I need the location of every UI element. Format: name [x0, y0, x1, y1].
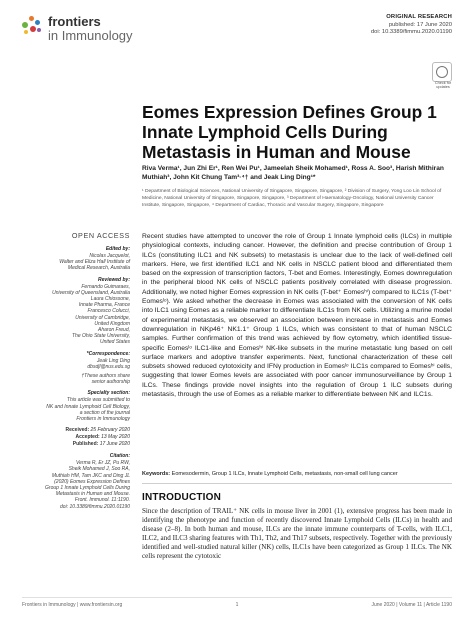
article-title: Eomes Expression Defines Group 1 Innate Lymphoid Cells During Metastasis in Human and Mouse — [142, 102, 437, 162]
published-line: published: 17 June 2020 — [388, 21, 452, 28]
section-divider — [142, 483, 452, 484]
specialty-text: This article was submitted to NK and Innate Lymphoid Cell Biology, a section of the journal Frontiers in Immunology — [46, 397, 130, 423]
correspondence-text: Jeak Ling Ding dbsdjl@nus.edu.sg — [22, 358, 130, 370]
history-published: Published: 17 June 2020 — [72, 441, 130, 448]
page-number: 1 — [235, 602, 239, 608]
citation-text: Verma R, Er JZ, Pu RW, Sheik Mohamed J, Soo RA, Muthiah HM, Tam JKC and Ding JL (2020) Eomes Expression Defines Group 1 Innate Lymphoid Cells During Metastasis in Human and Mouse. Front. Immunol. 11:1190. doi: 10.3389/fimmu.2020.01190 — [22, 460, 130, 510]
journal-logo[interactable] — [22, 14, 162, 46]
journal-name: frontiers in Immunology — [48, 14, 133, 43]
affiliations: ¹ Department of Biological Sciences, National University of Singapore, Singapore, Singapore, ² Division of Surgery, Yong Loo Lin School of Medicine, National University of Singapore, Singapore, Singapore, ³ Department of Haematology-Oncology, National University Cancer Institute, Singapore, Singapore, ⁴ Department of Cardiac, Thoracic and Vascular Surgery, Singapore, Singapore — [142, 189, 442, 208]
reviewed-by-heading: Reviewed by: — [98, 276, 130, 283]
correspondence-heading: *Correspondence: — [86, 350, 130, 357]
history-received: Received: 25 February 2020 — [65, 427, 130, 434]
senior-authorship-note: †These authors share senior authorship — [81, 373, 130, 386]
keywords: Keywords: Eomesodermin, Group 1 ILCs, Innate Lymphoid Cells, metastasis, non-small cell lung cancer — [142, 471, 398, 477]
doi-line[interactable]: doi: 10.3389/fimmu.2020.01190 — [370, 29, 452, 36]
abstract-text: Recent studies have attempted to uncover the role of Group 1 Innate lymphoid cells (ILCs) in multiple physiological contexts, including cancer. However, the definition and precise contribution of Group 1 ILCs (constituting ILC1 and NK subsets) to metastasis is unclear due to the lack of well-defined cell markers. Here, we first identified ILC1 and NK cells in NSCLC patient blood and differentiated them based on the expression of transcription factors, T-bet and Eomes. Interestingly, Eomes downregulation in the peripheral blood NK cells of NSCLC patients positively correlated with disease progression. Additionally, we noted higher Eomes expression in NK cells (T-bet⁺ Eomesʰⁱ) compared to ILC1s (T-bet⁺ Eomesˡᵒ). We asked whether the decrease in Eomes was associated with the conversion of NK cells into ILC1 using Eomes as a reliable marker to differentiate ILC1s from NK cells. Utilizing a murine model of experimental metastasis, we observed an association between increase in metastasis and Eomes downregulation in NKp46⁺ NK1.1⁺ Group 1 ILCs, which was consistent to that of human NSCLC samples. Further confirmation of this trend was achieved by flow cytometry, which identified tissue-specific Eomesˡᵒ ILC1-like and Eomesʰⁱ NK-like subsets in the murine metastatic lung based on cell surface markers and adoptive transfer experiments. Next, functional characterization of these cell subsets showed reduced cytotoxicity and IFNγ production in Eomesˡᵒ ILC1s compared to Eomesʰⁱ cells, suggesting that lower Eomes levels are associated with poor cancer immunosurveillance by Group 1 ILCs. These findings provide novel insights into the regulation of Group 1 ILC subsets during metastasis, through the use of Eomes as a reliable marker to differentiate between NK and ILC1s. — [142, 233, 452, 399]
author-list: Riva Verma¹, Jun Zhi Er¹, Ren Wei Pu¹, Jameelah Sheik Mohamed¹, Ross A. Soo³, Harish Mithiran Muthiah³, John Kit Chung Tam³·⁴† and Jeak Ling Ding¹* — [142, 165, 444, 181]
open-access-label: OPEN ACCESS — [71, 231, 130, 240]
check-for-updates-label: Check for updates — [434, 81, 452, 89]
article-sidebar — [22, 231, 130, 510]
article-type: ORIGINAL RESEARCH — [386, 14, 452, 20]
citation-doi[interactable]: doi: 10.3389/fimmu.2020.01190 — [60, 503, 130, 510]
edited-by-text: Nicolas Jacquelot, Walter and Eliza Hall Institute of Medical Research, Australia — [59, 253, 130, 272]
history-accepted: Accepted: 13 May 2020 — [75, 434, 130, 441]
article-meta — [371, 14, 452, 37]
frontiers-logo-icon — [22, 14, 44, 36]
edited-by-heading: Edited by: — [105, 246, 130, 252]
specialty-heading: Specialty section: — [87, 390, 130, 397]
introduction-heading: INTRODUCTION — [142, 492, 222, 503]
reviewed-by-text: Fernando Guimaraes, University of Queensland, Australia Laura Chiossone, Innate Pharma, France Francesco Colucci, University of Cambridge, United Kingdom Aharon Freud, The Ohio State University, United States — [52, 283, 130, 346]
footer-divider — [22, 597, 452, 598]
footer-issue: June 2020 | Volume 11 | Article 1190 — [371, 602, 452, 608]
check-for-updates-icon[interactable] — [432, 62, 452, 82]
citation-heading: Citation: — [109, 453, 130, 460]
footer-journal-link[interactable]: Frontiers in Immunology | www.frontiersin.org — [22, 602, 123, 608]
correspondence-email[interactable]: dbsdjl@nus.edu.sg — [87, 363, 130, 370]
introduction-text: Since the description of TRAIL⁺ NK cells in mouse liver in 2001 (1), extensive progress has been made in identifying the phenotype and function of recently discovered Innate Lymphoid Cells (ILCs) in health and disease (2–8). In both human and mouse, ILCs are the innate immune counterparts of T-cells, with ILC1, ILC2, and ILC3 sharing features with Th1, Th2, and Th17 subsets, respectively. Together with the previously identified and well-studied natural killer (NK) cells, ILC1s have been categorized as Group 1 ILCs. The NK cells represent the cytotoxic — [142, 507, 452, 561]
